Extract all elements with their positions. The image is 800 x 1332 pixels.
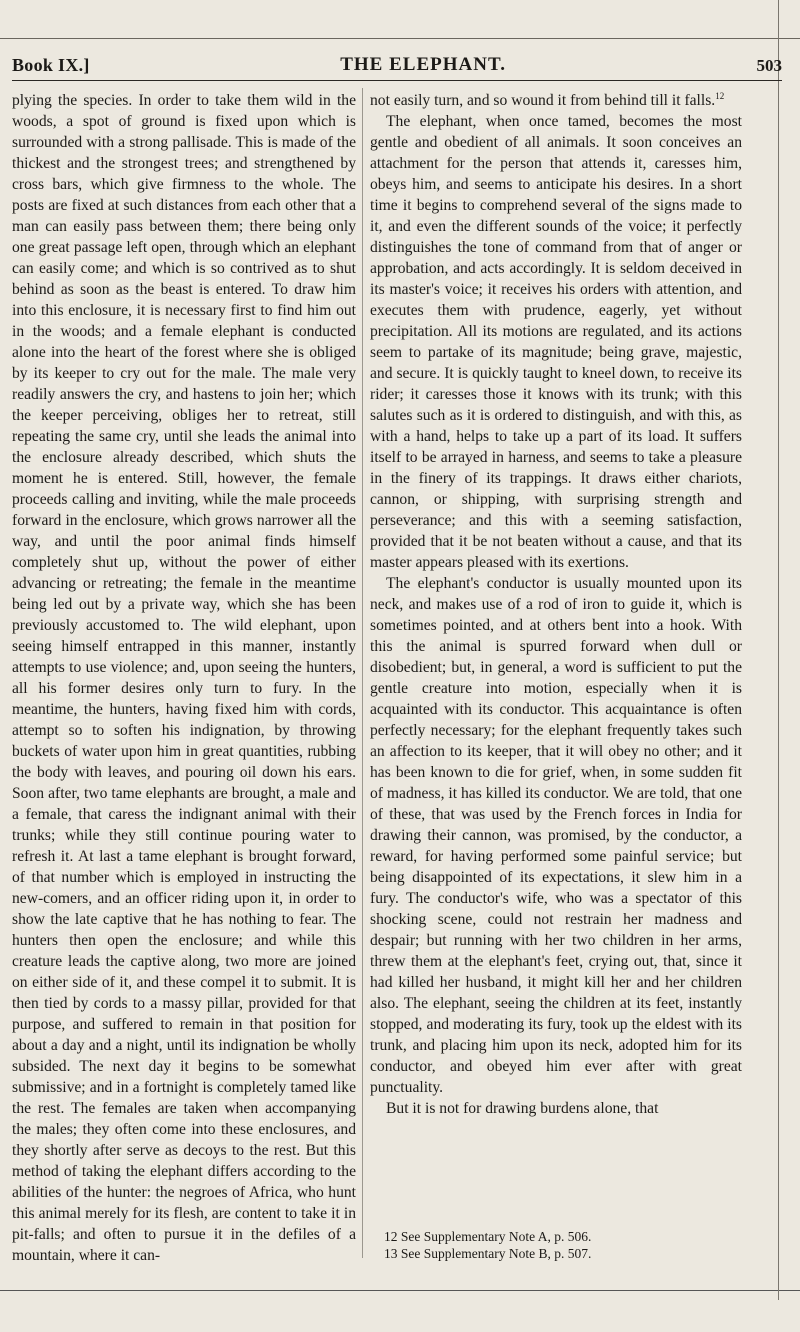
footnote-ref-12[interactable]: 12 [715,90,725,101]
column-divider [362,88,363,1258]
right-column [370,90,742,1119]
right-paragraph-burdens: But it is not for drawing burdens alone, that [386,1100,659,1117]
right-paragraph-conductor: The elephant's conductor is usually mounted upon its neck, and makes use of a rod of iron to guide it, which is sometimes pointed, and at others bent into a hook. With this the animal is spurred forward when dull or disobedient; but, in general, a word is sufficient to put the gentle creature into motion, especially when it is acquainted with its conductor. This acquaintance is often perfectly necessary; for the elephant frequently takes such an affection to its keeper, that it will obey no other; and it has been known to die for grief, when, in some sudden fit of madness, it has killed its conductor. We are told, that one of these, that was used by the French forces in India for drawing their cannon, was promised, by the conductor, a reward, for having performed some painful service; but being disappointed of its expectations, it slew him in a fury. The conductor's wife, who was a spectator of this shocking scene, could not restrain her madness and despair; but running with her two children in her arms, threw them at the elephant's feet, crying out, that, since it had killed her husband, it might kill her and her children also. The elephant, seeing the children at its feet, instantly stopped, and moderating its fury, took up the eldest with its trunk, and placing him upon its neck, adopted him for its conductor, and obeyed him ever after with great punctuality. [370,575,742,1096]
bottom-edge-rule [0,1290,800,1291]
page-title: THE ELEPHANT. [340,54,506,75]
running-header [12,50,782,76]
header-rule [12,80,782,81]
footnotes [370,1228,742,1262]
continuation-text: not easily turn, and so wound it from behind till it falls. [370,92,716,109]
right-paragraph-tamed: The elephant, when once tamed, becomes the most gentle and obedient of all animals. It soon conceives an attachment for the person that attends it, caresses him, obeys him, and seems to anticipate his desires. In a short time it begins to comprehend several of the signs made to it, and even the different sounds of the voice; it perfectly distinguishes the tone of command from that of anger or approbation, and acts accordingly. It is seldom deceived in its master's voice; it receives his orders with attention, and executes them with prudence, eagerly, yet without precipitation. All its motions are regulated, and its actions seem to partake of its magnitude; being grave, majestic, and secure. It is quickly taught to kneel down, to receive its rider; it caresses those it knows with its trunk; with this salutes such as it is ordered to distinguish, and with this, as with a hand, helps to take up a part of its load. It suffers itself to be arrayed in harness, and seems to take a pleasure in the finery of its trappings. It draws either chariots, cannon, or shipping, with surprising strength and perseverance; and this with a seeming satisfaction, provided that it be not beaten without a cause, and that its master appears pleased with its exertions. [370,113,742,571]
footnote-12: 12 See Supplementary Note A, p. 506. [384,1229,592,1244]
right-edge-rule [778,0,779,1300]
top-edge-rule [0,38,800,39]
right-paragraph-continuation [370,90,742,111]
book-label: Book IX.] [12,55,90,75]
page-number: 503 [756,56,782,75]
footnote-13: 13 See Supplementary Note B, p. 507. [384,1246,592,1261]
left-column [12,90,356,1266]
left-paragraph: plying the species. In order to take them wild in the woods, a spot of ground is fixed upon which is surrounded with a strong pallisade. This is made of the thickest and the strongest trees; and strengthened by cross bars, which give firmness to the whole. The posts are fixed at such distances from each other that a man can easily pass between them; there being only one great passage left open, through which an elephant can easily come; and which is so contrived as to shut behind as soon as the beast is entered. To draw him into this enclosure, it is necessary first to find him out in the woods; and a female elephant is conducted alone into the heart of the forest where she is obliged by its keeper to cry out for the male. The male very readily answers the cry, and hastens to join her; which the keeper perceiving, obliges her to retreat, still repeating the same cry, until she leads the animal into the enclosure already described, which shuts the moment he is entered. Still, however, the female proceeds calling and inviting, while the male proceeds forward in the enclosure, which grows narrower all the way, and until the poor animal finds himself completely shut up, without the power of either advancing or retreating; the female in the meantime being led out by a private way, which she has been previously accustomed to. The wild elephant, upon seeing himself entrapped in this manner, instantly attempts to use violence; and, upon seeing the hunters, all his former desires only turn to fury. In the meantime, the hunters, having fixed him with cords, attempt so to soften his indignation, by throwing buckets of water upon him in great quantities, rubbing the body with leaves, and pouring oil down his ears. Soon after, two tame elephants are brought, a male and a female, that caress the indignant animal with their trunks; while they still continue pouring water to refresh it. At last a tame elephant is brought forward, of that number which is employed in instructing the new-comers, and an officer riding upon it, in order to show the late captive that he has nothing to fear. The hunters then open the enclosure; and while this creature leads the captive along, two more are joined on either side of it, and these compel it to submit. It is then tied by cords to a massy pillar, provided for that purpose, and suffered to remain in that position for about a day and a night, until its indignation be wholly subsided. The next day it begins to be somewhat submissive; and in a fortnight is completely tamed like the rest. The females are taken when accompanying the males; they often come into these enclosures, and they shortly after serve as decoys to the rest. But this method of taking the elephant differs according to the abilities of the hunter: the negroes of Africa, who hunt this animal merely for its flesh, are content to take it in pit-falls; and often to pursue it in the defiles of a mountain, where it can- [12,92,356,1264]
